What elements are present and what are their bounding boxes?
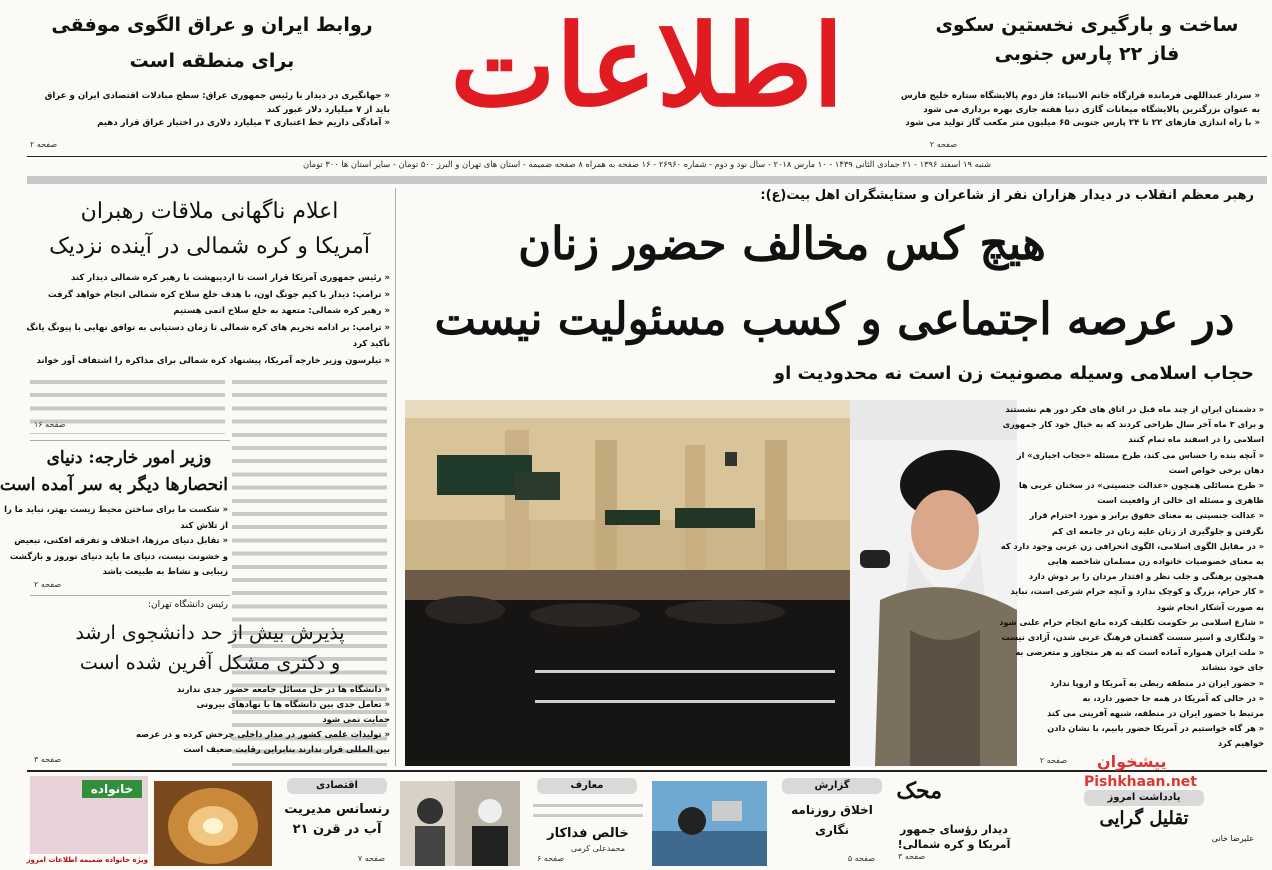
bottom-item-family[interactable] (26, 776, 148, 867)
left-story3-kicker: رئیس دانشگاه تهران: (148, 600, 228, 610)
right-headline-line1[interactable]: ساخت و بارگیری نخستین سکوی (935, 14, 1239, 36)
family-title: ویژه خانواده ضمیمه اطلاعات امروز (26, 856, 148, 864)
left-story3-headline2[interactable]: و دکتری مشکل آفرین شده است (79, 652, 341, 674)
left-story1-bullets: « رئیس جمهوری آمریکا قرار است تا اردیبهشت با رهبر کره شمالی دیدار کند « ترامپ: دیدار با کیم جونگ اون، با هدف خلع سلاح کره شمالی انجام خواهد گرفت « رهبر کره شمالی: متعهد به خلع سلاح اتمی هستیم « ترامپ: بر ادامه تحریم های کره شمالی تا زمان دستیابی به توافق نهایی با پیونگ یانگ تأکید کرد « تیلرسون وزیر خارجه آمریکا، پیشنهاد کره شمالی برای مذاکره را اشتفاف آور خواند (26, 273, 390, 366)
right-headline-line2[interactable]: فاز ۲۲ پارس جنوبی (994, 43, 1180, 65)
bottom-note-title: تقلیل گرایی (1099, 808, 1189, 829)
bottom-item-1-label: محک (896, 778, 942, 804)
left-headline-line1[interactable]: روابط ایران و عراق الگوی موفقی (51, 14, 373, 36)
left-story1-headline2[interactable]: آمریکا و کره شمالی در آینده نزدیک (49, 234, 370, 259)
main-bullets: « دشمنان ایران از چند ماه قبل در اتاق های فکر دور هم نشستند و برای ۳ ماه آخر سال طراحی کردند که به خیال خود کار جمهوری اسلامی را در اسفند ماه تمام کنند « آنچه بنده را حساس می کند، طرح مسئله «حجاب اجباری» از دهان برخی خواص است « طرح مسائلی همچون «عدالت جنسیتی» در سخنان غربی ها ظاهری و مسئله ای خالی از واقعیت است « عدالت جنسیتی به معنای حقوق برابر و مورد احترام قرار نگرفتن و جلوگیری از زنان علیه زنان در جامعه ای کم « در مقابل الگوی اسلامی، الگوی انحرافی زن غربی وجود دارد که به معنای خصوصیات خانواده زن مسلمان شاخصه هایی همچون برهنگی و جلب نظر و اقتدار مردان را بر دوش دارد « کار حرام، بزرگ و کوچک ندارد و آنچه حرام شرعی است، نباید به صورت آشکار انجام شود « شارع اسلامی بر حکومت تکلیف کرده مانع انجام حرام علنی شود « ولنگاری و اسیر سست گفتمان فرهنگ غربی شدن، آزادی نیست « ملت ایران همواره آماده است که به هر متجاوز و متعرضی به جای خود بنشاند « حضور ایران در منطقه ربطی به آمریکا و اروپا ندارد « در حالی که آمریکا در همه جا حضور دارد، به مرتبط با حضور ایران در منطقه، شبهه آفرینی می کند « هر گاه خواستیم در آمریکا حضور یابیم، با نشان دادن خواهیم کرد (999, 404, 1264, 749)
newspaper-logo: اطلاعات (450, 1, 844, 132)
watermark-url: Pishkhaan.net (1084, 774, 1197, 790)
left-headline-line2[interactable]: برای منطقه است (129, 50, 295, 72)
bottom-item-3-author: محمدعلی کرمی (570, 844, 625, 853)
main-page-ref: صفحه ۲ (1039, 756, 1067, 765)
bottom-item-1-title: دیدار رؤسای جمهور آمریکا و کره شمالی! (897, 823, 1011, 851)
bottom-item-4-tag: اقتصادی (287, 778, 387, 794)
bottom-item-4-title: رنسانس مدیریت آب در قرن ۲۱ (284, 802, 390, 837)
left-story3-page: صفحه ۳ (34, 755, 62, 764)
left-story2-bullets: « شکست ما برای ساختن محیط زیست بهتر، نباید ما را از تلاش کند « تقابل دنیای مرزها، اختلاف و تفرقه افکنی، تبعیض و خشونت نیست، دنیای ما باید دنیای نوروز و بازگشت زیبایی و نشاط به طبیعت باشد (4, 504, 228, 576)
bottom-item-3-page: صفحه ۶ (537, 854, 565, 863)
bottom-item-4[interactable] (277, 776, 395, 867)
bottom-photo-portraits (400, 781, 520, 866)
main-headline-2[interactable]: در عرصه اجتماعی و کسب مسئولیت نیست (434, 294, 1235, 345)
left-story2-headline2[interactable]: انحصارها دیگر به سر آمده است (0, 475, 228, 495)
watermark-brand: پیشخوان (1097, 752, 1167, 771)
bottom-item-2[interactable] (777, 776, 887, 867)
bottom-item-3-title: خالص فداکار (547, 826, 629, 841)
left-headline-bullets: « جهانگیری در دیدار با رئیس جمهوری عراق: سطح مبادلات اقتصادی ایران و عراق باید از ۷ میلیارد دلار عبور کند « آمادگی داریم خط اعتباری ۳ میلیارد دلاری در اختیار عراق قرار دهیم (44, 91, 390, 128)
left-story1-headline1[interactable]: اعلام ناگهانی ملاقات رهبران (80, 199, 339, 224)
bottom-item-3-tag: معارف (537, 778, 637, 794)
right-headline-page: صفحه ۲ (929, 140, 957, 149)
bottom-item-1-page: صفحه ۳ (898, 852, 926, 861)
left-story3-bullets: « دانشگاه ها در حل مسائل جامعه حضور جدی ندارند « تعامل جدی بین دانشگاه ها با نهادهای بیرونی حمایت نمی شود « تولیدات علمی کشور در مدار داخلی چرخش کرده و در عرصه بین المللی قرار ندارند بنابراین رقابت ضعیف است (135, 684, 390, 754)
left-story2-headline1[interactable]: وزیر امور خارجه: دنیای (46, 448, 212, 468)
bottom-note-author: علیرضا خانی (1211, 834, 1254, 843)
bottom-photo-reporters (652, 781, 767, 866)
bottom-photo-tunnel (154, 781, 272, 866)
right-headline-bullets: « سردار عبداللهی فرمانده قرارگاه خاتم الانبیاء: فاز دوم پالایشگاه ستاره خلیج فارس به عنوان بزرگترین پالایشگاه میعانات گازی دنیا هفته جاری بهره برداری می شود « با راه اندازی فازهای ۲۲ تا ۲۴ پارس جنوبی ۶۵ میلیون متر مکعب گاز تولید می شود (900, 91, 1260, 128)
family-tag: خانواده (82, 780, 142, 798)
main-subhead: حجاب اسلامی وسیله مصونیت زن است نه محدودیت او (773, 363, 1254, 384)
main-headline-1[interactable]: هیچ کس مخالف حضور زنان (518, 217, 1046, 270)
family-cover (30, 776, 148, 854)
left-headline-page: صفحه ۲ (30, 140, 58, 149)
left-story1-page: صفحه ۱۶ (34, 420, 66, 429)
bottom-item-2-page: صفحه ۵ (847, 854, 875, 863)
main-photo (405, 400, 1017, 766)
bottom-item-2-title: اخلاق روزنامه نگاری (791, 803, 873, 837)
bottom-note-label: یادداشت امروز (1084, 790, 1204, 806)
bottom-item-4-page: صفحه ۷ (357, 854, 385, 863)
left-story3-headline1[interactable]: پذیرش بیش از حد دانشجوی ارشد (75, 622, 345, 644)
left-story2-page: صفحه ۲ (34, 580, 62, 589)
dateline: شنبه ۱۹ اسفند ۱۳۹۶ - ۲۱ جمادی الثانی ۱۴۳۹ - ۱۰ مارس ۲۰۱۸ - سال نود و دوم - شماره ۲۶۹۶۰ - ۱۶ صفحه به همراه ۸ صفحه ضمیمه - استان های تهران و البرز ۵۰۰ تومان - سایر استان ها ۳۰۰ تومان (303, 159, 991, 169)
bottom-item-3[interactable] (527, 776, 647, 867)
bottom-item-2-tag: گزارش (782, 778, 882, 794)
main-kicker: رهبر معظم انقلاب در دیدار هزاران نفر از شاعران و ستایشگران اهل بیت(ع): (760, 188, 1254, 203)
bottom-item-1[interactable] (892, 776, 1022, 867)
